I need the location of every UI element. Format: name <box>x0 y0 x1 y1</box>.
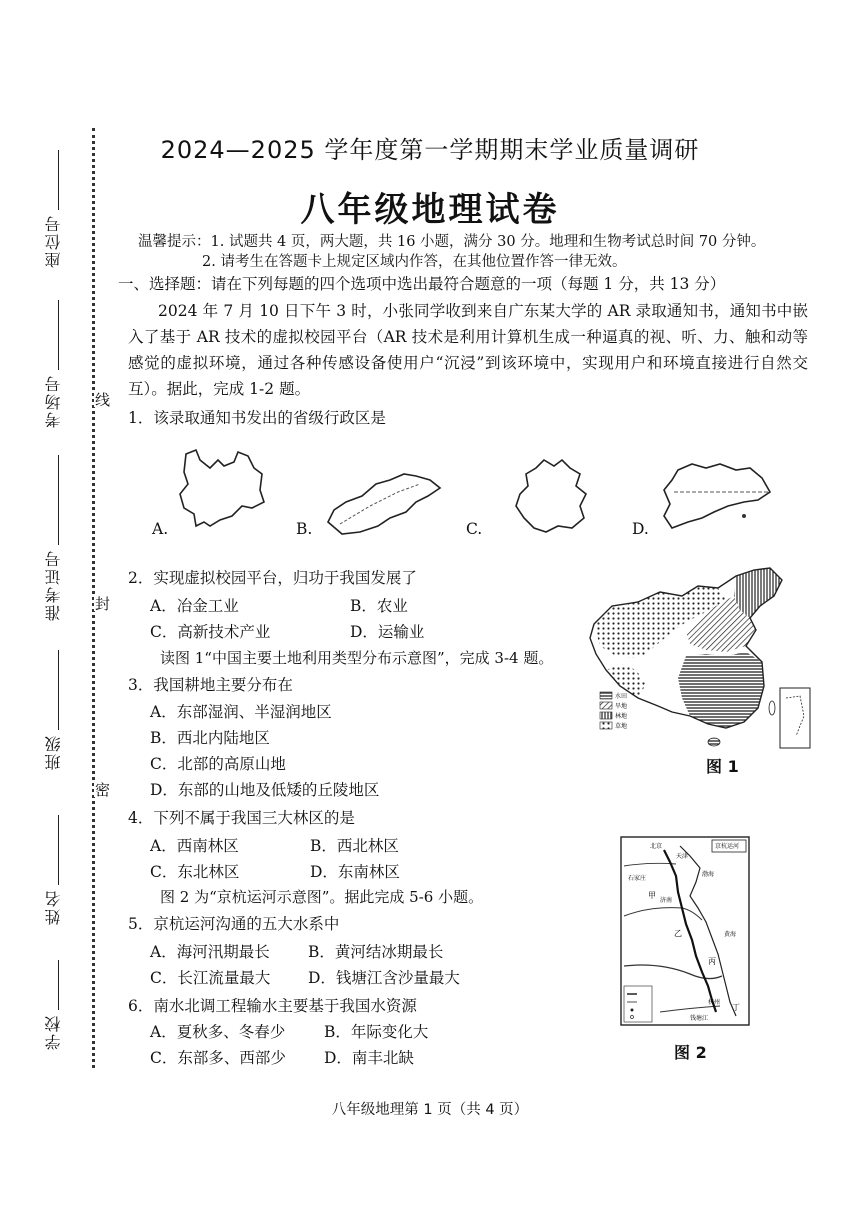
field-label: 座位号 <box>44 214 63 268</box>
legend-paddy: 水田 <box>615 693 628 700</box>
field-line <box>58 815 59 885</box>
q1-option-c: C. <box>466 520 483 538</box>
field-label: 班级 <box>44 734 63 770</box>
province-outline-d <box>658 458 776 538</box>
seal-char-secret: 密 <box>93 782 111 797</box>
fig2-tianjin: 天津 <box>676 853 689 860</box>
fig2-qiantang: 钱塘江 <box>690 1015 709 1022</box>
question-3: 3．我国耕地主要分布在 <box>128 676 293 694</box>
fig2-ding: 丁 <box>732 1003 740 1012</box>
q5-option-b: B．黄河结冰期最长 <box>308 943 444 961</box>
question-1: 1．该录取通知书发出的省级行政区是 <box>128 409 386 427</box>
fig2-hangzhou: 杭州 <box>708 999 721 1006</box>
q5-option-a: A．海河汛期最长 <box>150 943 270 961</box>
province-outline-a <box>176 446 272 542</box>
fig2-jia: 甲 <box>648 891 656 900</box>
field-label: 学校 <box>44 1014 63 1050</box>
q1-option-a: A. <box>152 520 169 538</box>
province-outline-b <box>320 466 444 538</box>
figure-2-caption: 图 2 <box>674 1043 707 1062</box>
field-line <box>58 650 59 730</box>
field-room-number <box>42 300 72 430</box>
question-stem-1-2: 2024 年 7 月 10 日下午 3 时，小张同学收到来自广东某大学的 AR 录取通知书，通知书中嵌入了基于 AR 技术的虚拟校园平台（AR 技术是利用计算机生成一种逼真的视、听、力、触和动等感觉的虚拟环境，通过各种传感设备使用户“沉浸”到该环境中，实现用户和环境直接进行自然交互）。据此，完成 1-2 题。 <box>128 302 808 398</box>
field-line <box>58 455 59 545</box>
q6-option-b: B．年际变化大 <box>324 1023 429 1041</box>
q2-option-d: D．运输业 <box>350 623 425 641</box>
q4-option-a: A．西南林区 <box>150 837 239 855</box>
tip-line-1: 温馨提示：1. 试题共 4 页，两大题，共 16 小题，满分 30 分。地理和生物考试总时间 70 分钟。 <box>138 234 766 250</box>
seal-char-line: 线 <box>93 392 111 407</box>
q3-option-b: B．西北内陆地区 <box>150 729 270 747</box>
page-footer: 八年级地理第 1 页（共 4 页） <box>331 1102 529 1118</box>
question-2: 2．实现虚拟校园平台，归功于我国发展了 <box>128 569 417 587</box>
field-class <box>42 650 72 780</box>
question-5: 5．京杭运河沟通的五大水系中 <box>128 915 340 933</box>
legend-forest: 林地 <box>615 713 628 720</box>
q3-option-c: C．北部的高原山地 <box>150 755 286 773</box>
q1-option-b: B. <box>296 520 313 538</box>
field-school <box>42 960 72 1060</box>
field-line <box>58 300 59 370</box>
section-heading: 一、选择题：请在下列每题的四个选项中选出最符合题意的一项（每题 1 分，共 13 分） <box>118 275 726 293</box>
figure-1-caption: 图 1 <box>706 757 739 776</box>
q2-option-b: B．农业 <box>350 597 408 615</box>
q4-option-b: B．西北林区 <box>310 837 399 855</box>
fig2-bohai: 渤海 <box>702 871 715 878</box>
q2-option-a: A．冶金工业 <box>150 597 239 615</box>
fig2-beijing: 北京 <box>650 843 663 850</box>
figure-1-legend <box>600 692 627 730</box>
tip-line-2: 2. 请考生在答题卡上规定区域内作答，在其他位置作答一律无效。 <box>202 254 627 270</box>
q2-option-c: C．高新技术产业 <box>150 623 271 641</box>
q4-option-d: D．东南林区 <box>310 863 400 881</box>
intro-3-4: 读图 1“中国主要土地利用类型分布示意图”，完成 3-4 题。 <box>160 649 554 667</box>
fig2-title-label: 京杭运河 <box>715 843 740 850</box>
q3-option-d: D．东部的山地及低矮的丘陵地区 <box>150 781 380 799</box>
field-line <box>58 960 59 1010</box>
legend-grassland: 草地 <box>615 723 628 730</box>
q6-option-c: C．东部多、西部少 <box>150 1049 286 1067</box>
q5-option-c: C．长江流量最大 <box>150 969 271 987</box>
q6-option-a: A．夏秋多、冬春少 <box>150 1023 286 1041</box>
question-6: 6．南水北调工程输水主要基于我国水资源 <box>128 997 417 1015</box>
q6-option-d: D．南丰北缺 <box>324 1049 414 1067</box>
fig2-jinan: 济南 <box>660 897 673 904</box>
figure-2-canal-map <box>620 836 750 1026</box>
exam-subtitle: 八年级地理试卷 <box>300 190 560 230</box>
seal-char-seal: 封 <box>93 596 111 611</box>
fig2-yellow-sea: 黄海 <box>724 931 737 938</box>
fig2-bing: 丙 <box>708 957 716 966</box>
q5-option-d: D．钱塘江含沙量最大 <box>308 969 460 987</box>
q1-option-d: D. <box>632 520 649 538</box>
fig2-yi: 乙 <box>674 929 682 938</box>
question-4: 4．下列不属于我国三大林区的是 <box>128 809 355 827</box>
legend-dryland: 旱地 <box>615 703 628 710</box>
field-label: 姓名 <box>44 889 63 925</box>
field-label: 考场号 <box>44 374 63 428</box>
province-outline-c <box>510 456 594 536</box>
q3-option-a: A．东部湿润、半湿润地区 <box>150 703 332 721</box>
field-label: 准考证号 <box>44 549 63 621</box>
intro-5-6: 图 2 为“京杭运河示意图”。据此完成 5-6 小题。 <box>160 888 484 906</box>
field-name <box>42 815 72 945</box>
exam-title: 2024—2025 学年度第一学期期末学业质量调研 <box>160 136 700 164</box>
tips <box>138 232 828 272</box>
figure-1-land-use-map <box>586 566 814 758</box>
fig2-shijiazhuang: 石家庄 <box>628 875 647 882</box>
field-admission-number <box>42 455 72 635</box>
q4-option-c: C．东北林区 <box>150 863 240 881</box>
